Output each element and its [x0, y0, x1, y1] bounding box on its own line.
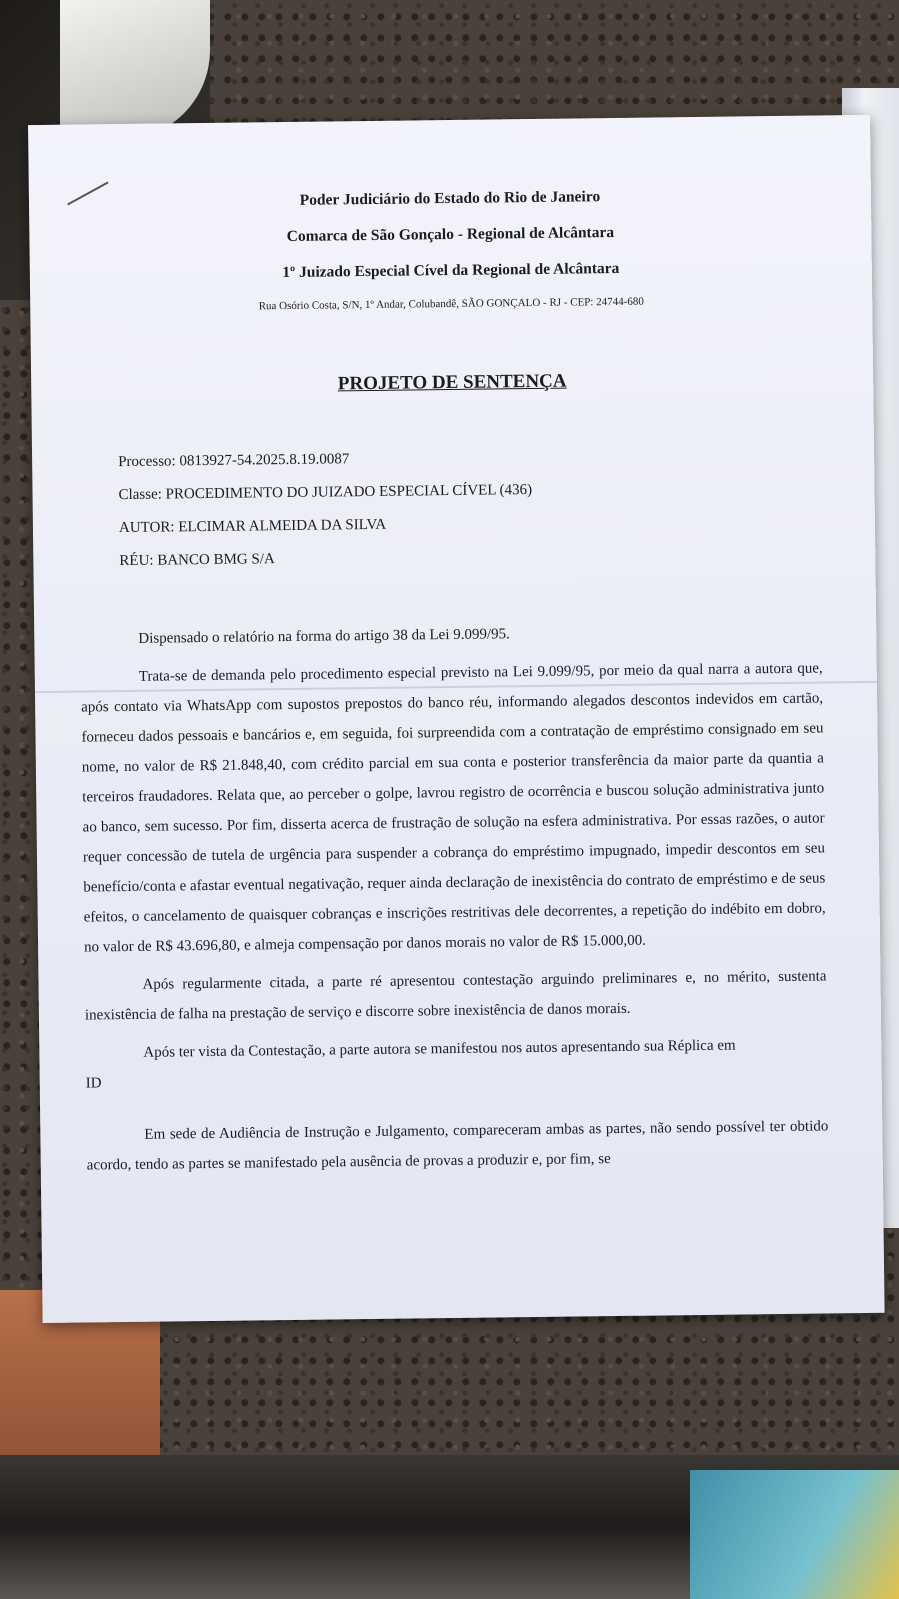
paragraph-1: Dispensado o relatório na forma do artigo 38 da Lei 9.099/95.: [138, 626, 510, 647]
case-metadata: [118, 449, 533, 586]
document-title: PROJETO DE SENTENÇA: [337, 370, 567, 395]
header-line-2: Comarca de São Gonçalo - Regional de Alcântara: [286, 223, 615, 245]
autor-line: AUTOR: ELCIMAR ALMEIDA DA SILVA: [118, 516, 387, 537]
header-address: Rua Osório Costa, S/N, 1º Andar, Colubandê, SÃO GONÇALO - RJ - CEP: 24744-680: [258, 295, 644, 313]
header-line-1: Poder Judiciário do Estado do Rio de Janeiro: [299, 188, 601, 209]
paragraph-4-id: ID: [85, 1075, 102, 1092]
paragraph-2: Trata-se de demanda pelo procedimento especial previsto na Lei 9.099/95, por meio da qual narra a autora que, após contato via WhatsApp com supostos prepostos do banco réu, informando alegados descontos indevidos em cartão, forneceu dados pessoais e bancários e, em seguida, foi surpreendida com a contratação de empréstimo consignado em seu nome, no valor de R$ 21.848,40, com crédito parcial em sua conta e posterior transferência da maior parte da quantia a terceiros fraudadores. Relata que, ao perceber o golpe, lavrou registro de ocorrência e buscou solução administrativa junto ao banco, sem sucesso. Por fim, disserta acerca de frustração de solução na esfera administrativa. Por essas razões, o autor requer concessão de tutela de urgência para suspender a cobrança do empréstimo impugnado, impedir descontos em seu benefício/conta e afastar eventual negativação, requer ainda declaração de inexistência do contrato de empréstimo e de seus efeitos, o cancelamento de quaisquer cobranças e inscrições restritivas dele decorrentes, a repetição do indébito em dobro, no valor de R$ 43.696,80, e almeja compensação por danos morais no valor de R$ 15.000,00.: [81, 660, 826, 956]
reu-line: RÉU: BANCO BMG S/A: [119, 551, 275, 570]
background-bottom-object: [690, 1470, 899, 1599]
paragraph-3: Após regularmente citada, a parte ré apresentou contestação arguindo preliminares e, no mérito, sustenta inexistência de falha na prestação de serviço e discorre sobre inexistência de danos morais.: [84, 968, 827, 1024]
document-body: [80, 615, 829, 1180]
document-header: [29, 185, 872, 315]
classe-line: Classe: PROCEDIMENTO DO JUIZADO ESPECIAL CÍVEL (436): [118, 482, 533, 504]
paragraph-4: Após ter vista da Contestação, a parte autora se manifestou nos autos apresentando sua Réplica em: [143, 1037, 736, 1061]
document-page: [28, 115, 885, 1323]
processo-line: Processo: 0813927-54.2025.8.19.0087: [118, 451, 350, 471]
paragraph-5: Em sede de Audiência de Instrução e Julgamento, compareceram ambas as partes, não sendo possível ter obtido acordo, tendo as partes se manifestado pela ausência de provas a produzir e, por fim, se: [86, 1118, 829, 1174]
header-line-3: 1º Juizado Especial Cível da Regional de Alcântara: [282, 259, 620, 282]
